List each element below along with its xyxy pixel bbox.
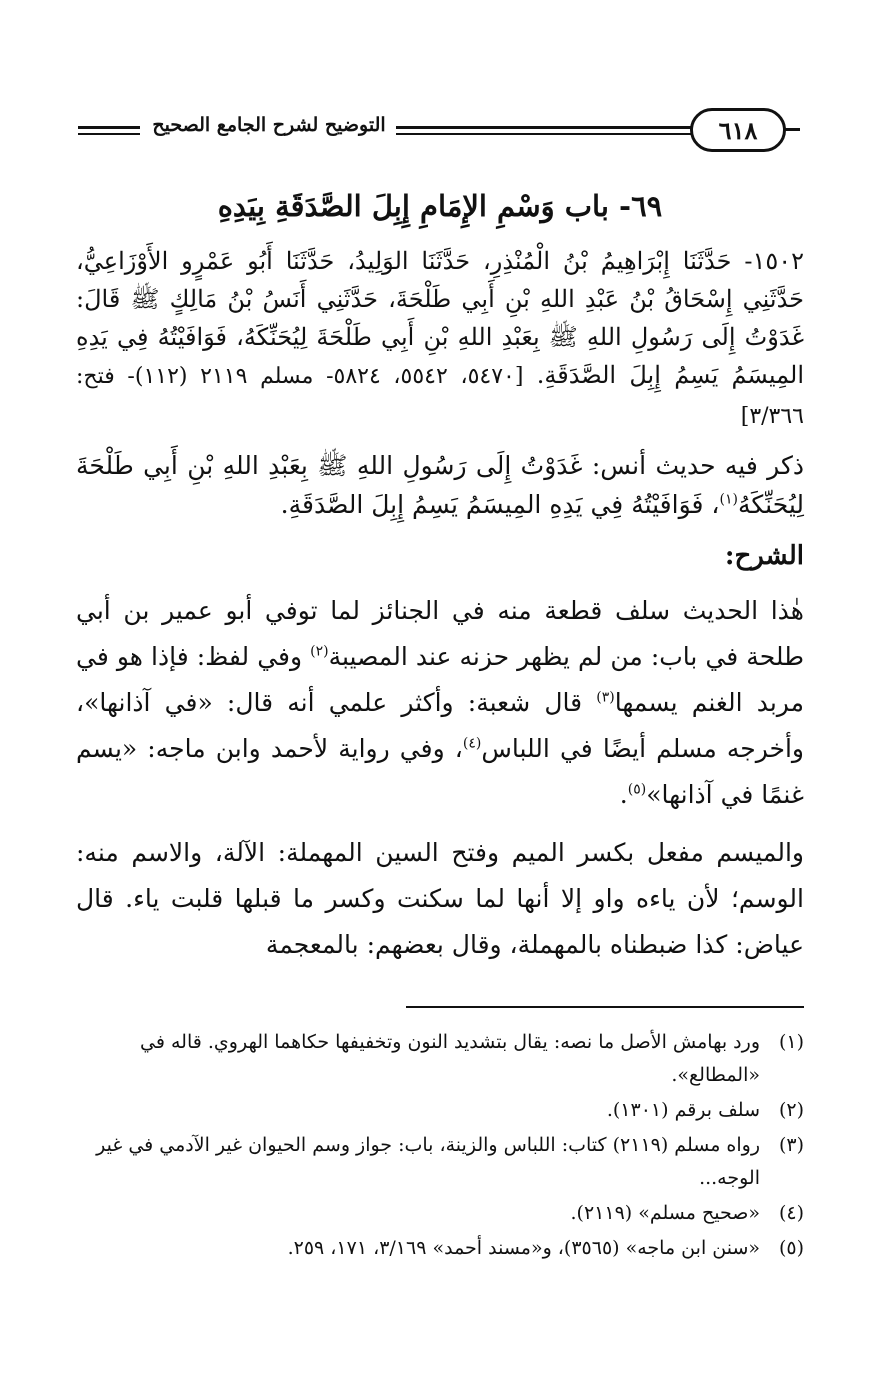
header-rule <box>396 126 692 129</box>
chapter-title: ٦٩- باب وَسْمِ الإِمَامِ إِبِلَ الصَّدَقَةِ بِيَدِهِ <box>217 189 663 223</box>
footnote-number: (٣) <box>778 1134 804 1156</box>
footnote-marker[interactable]: (٥) <box>627 781 647 798</box>
running-title: التوضيح لشرح الجامع الصحيح <box>152 114 386 136</box>
footnotes <box>76 1026 804 1267</box>
footnote-number: (١) <box>778 1031 804 1053</box>
footnote-marker[interactable]: (٤) <box>462 735 482 752</box>
header-rule <box>78 133 140 135</box>
footnote-marker[interactable]: (٢) <box>310 643 329 660</box>
footnote-number: (٢) <box>778 1099 804 1121</box>
footnote-text: «سنن ابن ماجه» (٣٥٦٥)، و«مسند أحمد» ٣/١٦٩، ١٧١، ٢٥٩. <box>287 1237 760 1259</box>
footnote-number: (٥) <box>778 1237 804 1259</box>
footnote-text: سلف برقم (١٣٠١). <box>606 1099 760 1121</box>
footnote <box>76 1094 804 1127</box>
hadith-text <box>76 242 804 436</box>
main-text <box>76 176 804 980</box>
footnote-text: ورد بهامش الأصل ما نصه: يقال بتشديد النون وتخفيفها حكاهما الهروي. قاله في «المطالع». <box>140 1031 760 1086</box>
footnote-text: رواه مسلم (٢١١٩) كتاب: اللباس والزينة، باب: جواز وسم الحيوان غير الآدمي في غير الوجه... <box>96 1134 760 1189</box>
hadith-body: ١٥٠٢- حَدَّثَنَا إِبْرَاهِيمُ بْنُ الْمُنْذِرِ، حَدَّثَنَا الوَلِيدُ، حَدَّثَنَا أَبُو عَمْرٍو الأَوْزَاعِيُّ، حَدَّثَنِي إِسْحَاقُ بْنُ عَبْدِ اللهِ بْنِ أَبِي طَلْحَةَ، حَدَّثَنِي أَنَسُ بْنُ مَالِكٍ ﷺ قَالَ: غَدَوْتُ إِلَى رَسُولِ اللهِ ﷺ بِعَبْدِ اللهِ بْنِ أَبِي طَلْحَةَ لِيُحَنِّكَهُ، فَوَافَيْتُهُ فِي يَدِهِ المِيسَمُ يَسِمُ إِبِلَ الصَّدَقَةِ. <box>76 247 805 389</box>
commentary-intro <box>76 446 804 524</box>
page-number: ٦١٨ <box>690 108 786 152</box>
footnote-text: «صحيح مسلم» (٢١١٩). <box>570 1202 760 1224</box>
sharh-heading: الشرح: <box>724 541 804 571</box>
paragraph-text: . <box>619 780 628 809</box>
footnote <box>76 1232 804 1265</box>
commentary-text: ذكر فيه حديث أنس: غَدَوْتُ إِلَى رَسُولِ اللهِ ﷺ بِعَبْدِ اللهِ بْنِ أَبِي طَلْحَةَ لِيُحَنِّكَهُ <box>76 451 804 519</box>
commentary-paragraph: والميسم مفعل بكسر الميم وفتح السين المهملة: الآلة، والاسم منه: الوسم؛ لأن ياءه واو إلا أنها لما سكنت وكسر ما قبلها قلبت ياء. قال عياض: كذا ضبطناه بالمهملة، وقال بعضهم: بالمعجمة <box>76 838 804 959</box>
paragraph-text: ، وفي رواية لأحمد وابن ماجه: «يسم غنمًا في آذانها» <box>76 734 804 809</box>
footnote-marker[interactable]: (١) <box>719 491 738 508</box>
header-rule <box>784 128 800 131</box>
header-rule <box>396 133 692 135</box>
footnote-marker[interactable]: (٣) <box>596 689 615 706</box>
commentary-paragraph <box>76 588 804 818</box>
paragraph-text: وفي لفظ: فإذا هو في مربد الغنم يسمها <box>76 642 804 717</box>
hadith-reference: [٥٤٧٠، ٥٥٤٢، ٥٨٢٤- مسلم ٢١١٩ (١١٢)- فتح: ٣/٣٦٦] <box>76 364 804 429</box>
running-header <box>78 108 800 156</box>
paragraph-text: قال شعبة: وأكثر علمي أنه قال: «في آذانها»، وأخرجه مسلم أيضًا في اللباس <box>76 688 805 763</box>
footnote-separator <box>406 1006 804 1008</box>
footnote <box>76 1129 804 1195</box>
footnote <box>76 1026 804 1092</box>
commentary-text: ، فَوَافَيْتُهُ فِي يَدِهِ المِيسَمُ يَسِمُ إِبِلَ الصَّدَقَةِ. <box>280 490 720 519</box>
header-rule <box>78 126 140 129</box>
footnote-number: (٤) <box>778 1202 804 1224</box>
footnote <box>76 1197 804 1230</box>
paragraph-text: هٰذا الحديث سلف قطعة منه في الجنائز لما توفي أبو عمير بن أبي طلحة في باب: من لم يظهر حزنه عند المصيبة <box>76 596 805 671</box>
